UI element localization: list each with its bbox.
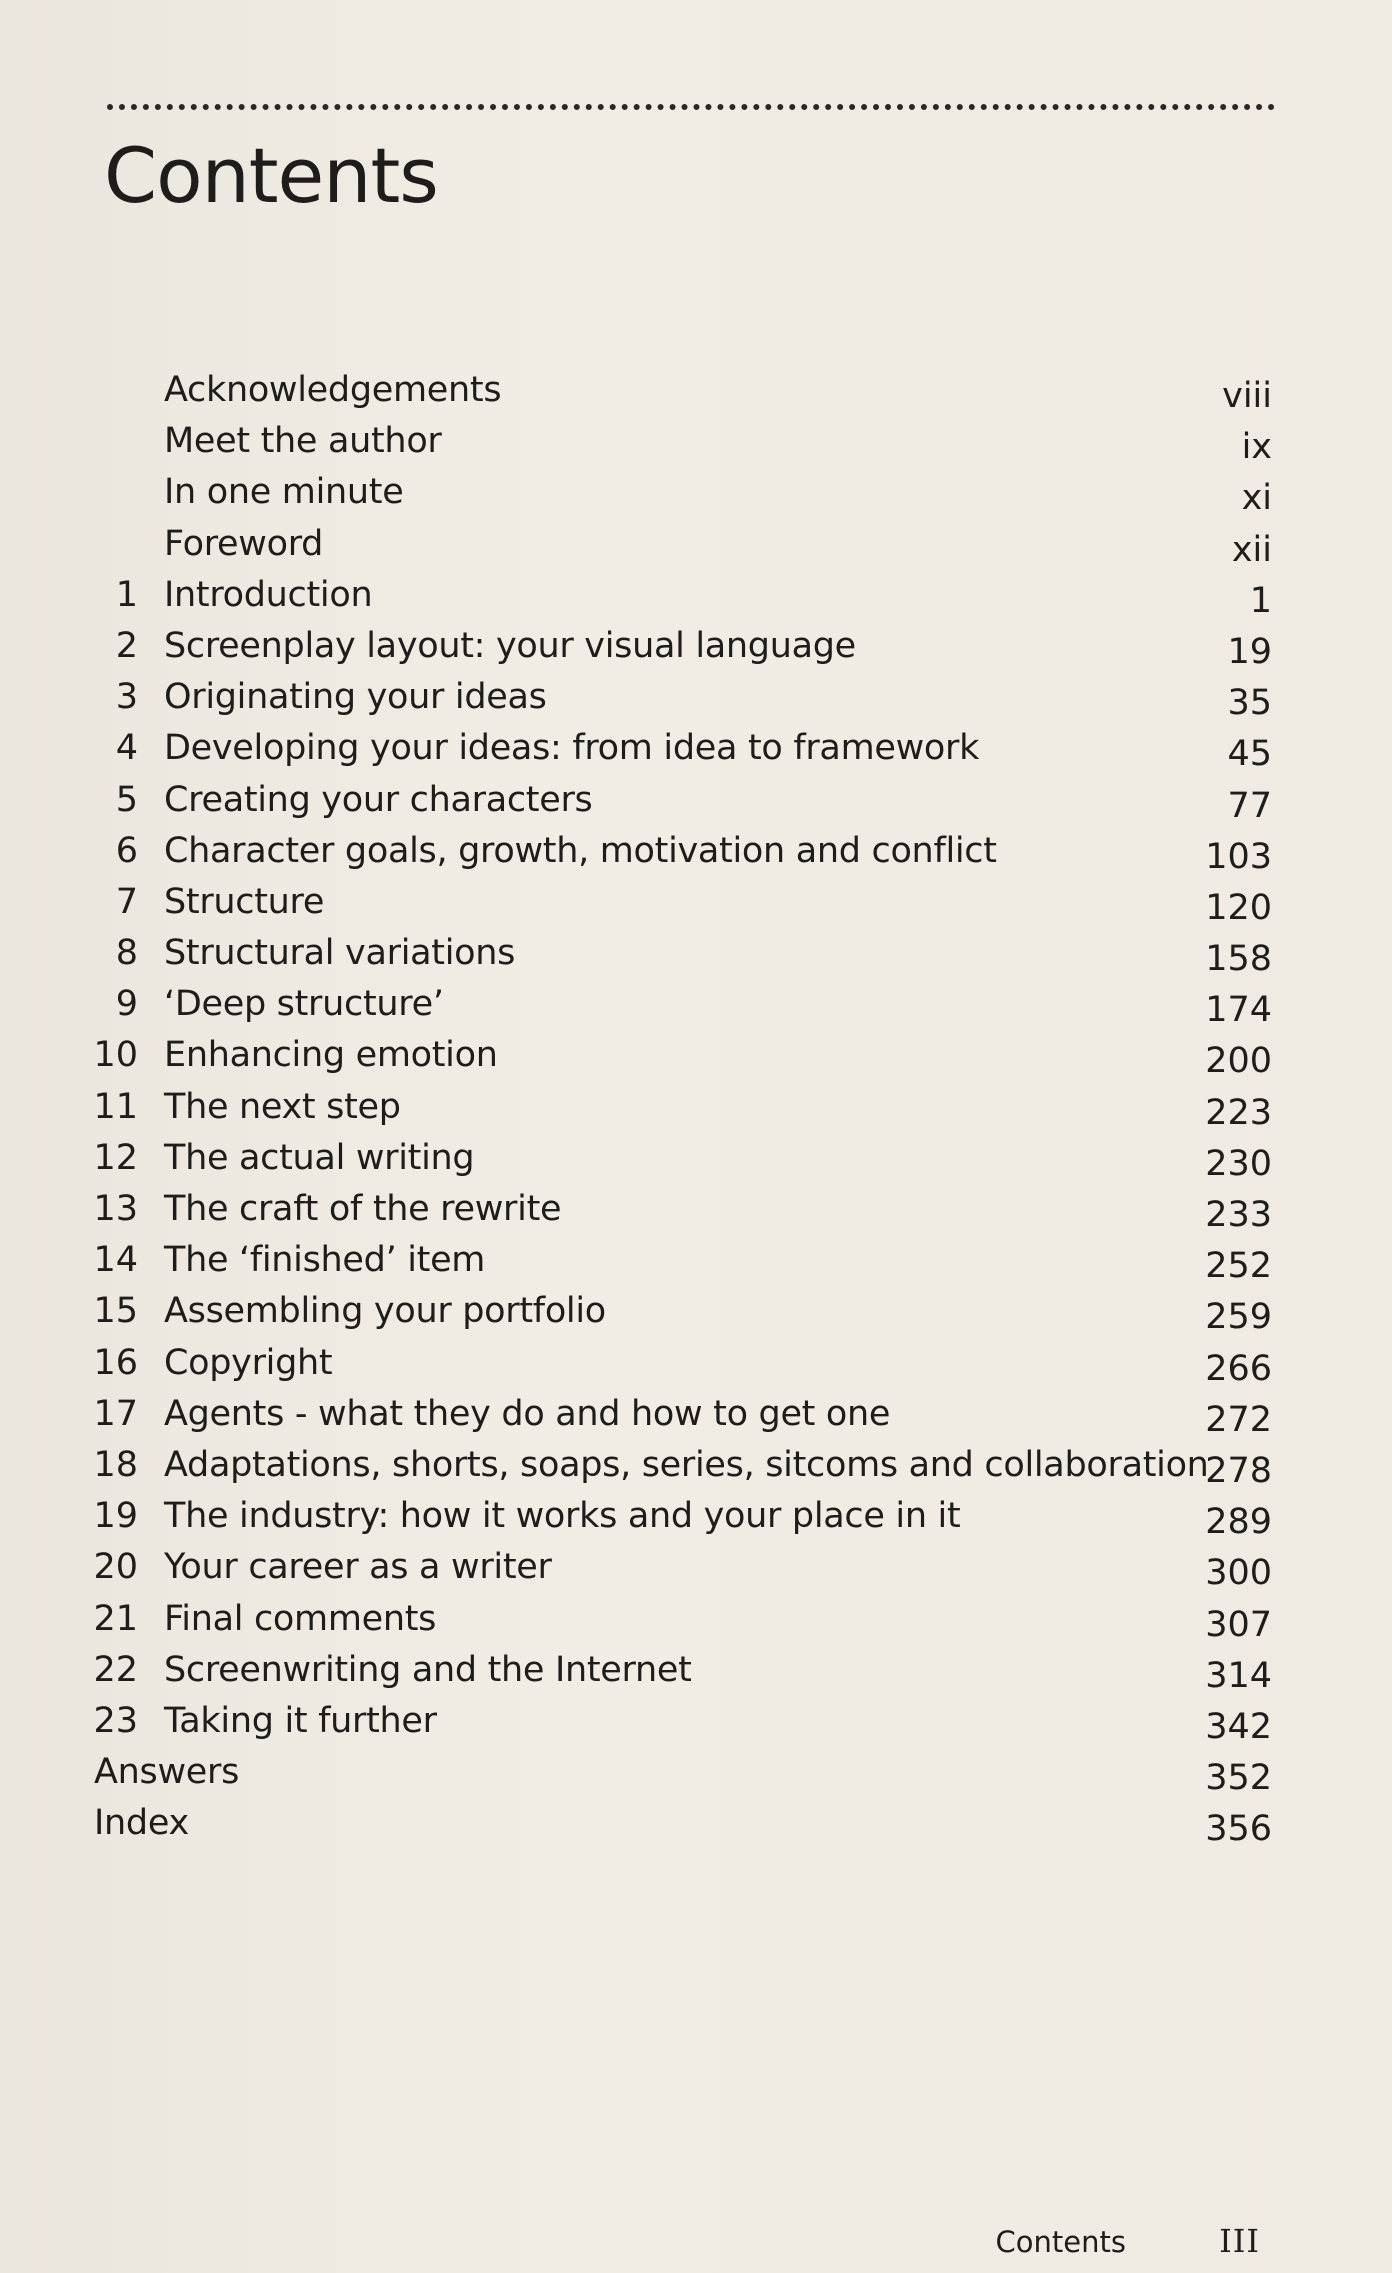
toc-chapter-number: 19 — [93, 1496, 138, 1537]
toc-chapter-number: 14 — [93, 1240, 138, 1281]
toc-page-number: 200 — [1205, 1041, 1272, 1082]
toc-entry — [0, 1389, 1392, 1440]
toc-page-number: 342 — [1205, 1706, 1272, 1747]
toc-chapter-number: 13 — [93, 1189, 138, 1229]
toc-chapter-number: 2 — [115, 625, 138, 666]
toc-chapter-title: The craft of the rewrite — [164, 1189, 562, 1229]
toc-chapter-title: Index — [94, 1803, 189, 1844]
toc-chapter-number: 21 — [93, 1598, 138, 1639]
toc-chapter-number: 1 — [115, 574, 138, 615]
toc-entry — [0, 1747, 1392, 1798]
footer-section-label: Contents — [995, 2225, 1126, 2259]
toc-entry — [0, 1133, 1392, 1184]
toc-chapter-title: Enhancing emotion — [164, 1035, 498, 1076]
page-title: Contents — [104, 131, 438, 220]
toc-page-number: 230 — [1205, 1143, 1272, 1184]
toc-page-number: 266 — [1205, 1348, 1272, 1389]
toc-page-number: ix — [1241, 427, 1272, 468]
toc-chapter-number: 9 — [115, 984, 138, 1025]
toc-page-number: 252 — [1205, 1246, 1272, 1287]
toc-entry — [0, 1235, 1392, 1286]
toc-chapter-title: Screenwriting and the Internet — [164, 1649, 692, 1690]
toc-page-number: 158 — [1205, 939, 1272, 980]
toc-chapter-title: Assembling your portfolio — [164, 1291, 606, 1332]
toc-page-number: 352 — [1205, 1758, 1272, 1799]
toc-chapter-title: Introduction — [164, 574, 373, 615]
toc-chapter-title: Screenplay layout: your visual language — [164, 625, 856, 666]
toc-page-number: 307 — [1205, 1604, 1272, 1645]
toc-chapter-title: Structural variations — [164, 933, 516, 974]
toc-page-number: 103 — [1205, 836, 1272, 877]
toc-entry — [0, 1082, 1392, 1133]
toc-entry — [0, 1184, 1392, 1235]
toc-chapter-number: 7 — [115, 881, 138, 922]
toc-chapter-title: Copyright — [164, 1342, 333, 1383]
toc-chapter-number: 16 — [93, 1342, 138, 1383]
toc-chapter-title: Final comments — [164, 1598, 437, 1639]
toc-entry — [0, 1696, 1392, 1747]
footer-page-number: III — [1219, 2222, 1260, 2260]
toc-entry — [0, 416, 1392, 467]
toc-entry — [0, 979, 1392, 1030]
toc-page-number: 233 — [1205, 1195, 1272, 1235]
toc-page-number: 174 — [1205, 990, 1272, 1031]
toc-entry — [0, 723, 1392, 774]
toc-chapter-number: 3 — [115, 677, 138, 718]
toc-entry — [0, 1645, 1392, 1696]
toc-chapter-title: Developing your ideas: from idea to framework — [164, 728, 980, 769]
toc-chapter-title: Taking it further — [164, 1700, 437, 1741]
toc-chapter-number: 6 — [115, 830, 138, 871]
dotted-rule — [107, 104, 1275, 110]
toc-chapter-title: Structure — [164, 881, 325, 922]
toc-entry — [0, 1491, 1392, 1542]
toc-page-number: 45 — [1227, 734, 1272, 775]
toc-page-number: 314 — [1205, 1655, 1272, 1696]
toc-page-number: 223 — [1205, 1092, 1272, 1133]
toc-chapter-title: Adaptations, shorts, soaps, series, sitcoms and collaboration — [164, 1444, 1209, 1485]
toc-page-number: 120 — [1205, 887, 1272, 928]
toc-chapter-number: 15 — [93, 1291, 138, 1332]
toc-entry — [0, 1594, 1392, 1645]
toc-entry — [0, 467, 1392, 518]
toc-page-number: viii — [1222, 376, 1272, 416]
toc-chapter-number: 10 — [93, 1035, 138, 1076]
toc-chapter-title: Answers — [94, 1752, 240, 1793]
toc-chapter-title: The industry: how it works and your place in it — [164, 1496, 961, 1537]
toc-page-number: 77 — [1227, 785, 1272, 826]
toc-chapter-title: Meet the author — [164, 421, 442, 462]
toc-chapter-title: The ‘finished’ item — [164, 1240, 486, 1281]
toc-chapter-title: In one minute — [164, 472, 404, 513]
toc-page-number: xi — [1241, 478, 1272, 519]
toc-chapter-title: The actual writing — [164, 1137, 475, 1178]
toc-entry — [0, 928, 1392, 979]
toc-chapter-number: 17 — [93, 1393, 138, 1434]
toc-entry — [0, 672, 1392, 723]
toc-page-number: 35 — [1227, 683, 1272, 724]
toc-chapter-number: 12 — [93, 1137, 138, 1178]
toc-chapter-number: 4 — [115, 728, 138, 769]
toc-page-number: 300 — [1205, 1553, 1272, 1594]
toc-chapter-number: 23 — [93, 1700, 138, 1741]
toc-entry — [0, 1338, 1392, 1389]
toc-chapter-number: 20 — [93, 1547, 138, 1588]
toc-entry — [0, 1440, 1392, 1491]
toc-page-number: 259 — [1205, 1297, 1272, 1338]
toc-page-number: 1 — [1249, 580, 1272, 621]
toc-entry — [0, 877, 1392, 928]
toc-entry — [0, 775, 1392, 826]
toc-entry — [0, 1286, 1392, 1337]
table-of-contents — [0, 365, 1392, 1849]
toc-chapter-number: 11 — [93, 1086, 138, 1127]
toc-chapter-title: The next step — [164, 1086, 401, 1127]
toc-entry — [0, 519, 1392, 570]
toc-entry — [0, 570, 1392, 621]
toc-page-number: 289 — [1205, 1502, 1272, 1543]
toc-chapter-title: ‘Deep structure’ — [164, 984, 444, 1025]
toc-entry — [0, 1542, 1392, 1593]
toc-chapter-number: 22 — [93, 1649, 138, 1690]
toc-entry — [0, 621, 1392, 672]
toc-entry — [0, 1030, 1392, 1081]
toc-page-number: xii — [1231, 529, 1272, 570]
toc-page-number: 19 — [1227, 631, 1272, 672]
toc-entry — [0, 826, 1392, 877]
toc-chapter-title: Originating your ideas — [164, 677, 547, 718]
toc-chapter-title: Foreword — [164, 523, 324, 564]
toc-chapter-number: 18 — [93, 1444, 138, 1485]
toc-page-number: 272 — [1205, 1399, 1272, 1440]
toc-chapter-title: Character goals, growth, motivation and conflict — [164, 830, 997, 871]
toc-entry — [0, 1798, 1392, 1849]
toc-page-number: 278 — [1205, 1450, 1272, 1491]
toc-page-number: 356 — [1205, 1809, 1272, 1850]
toc-chapter-title: Acknowledgements — [164, 370, 502, 410]
toc-chapter-title: Agents - what they do and how to get one — [164, 1393, 891, 1434]
toc-chapter-number: 5 — [115, 779, 138, 820]
toc-entry — [0, 365, 1392, 416]
toc-chapter-number: 8 — [115, 933, 138, 974]
toc-chapter-title: Your career as a writer — [164, 1547, 552, 1588]
toc-chapter-title: Creating your characters — [164, 779, 593, 820]
